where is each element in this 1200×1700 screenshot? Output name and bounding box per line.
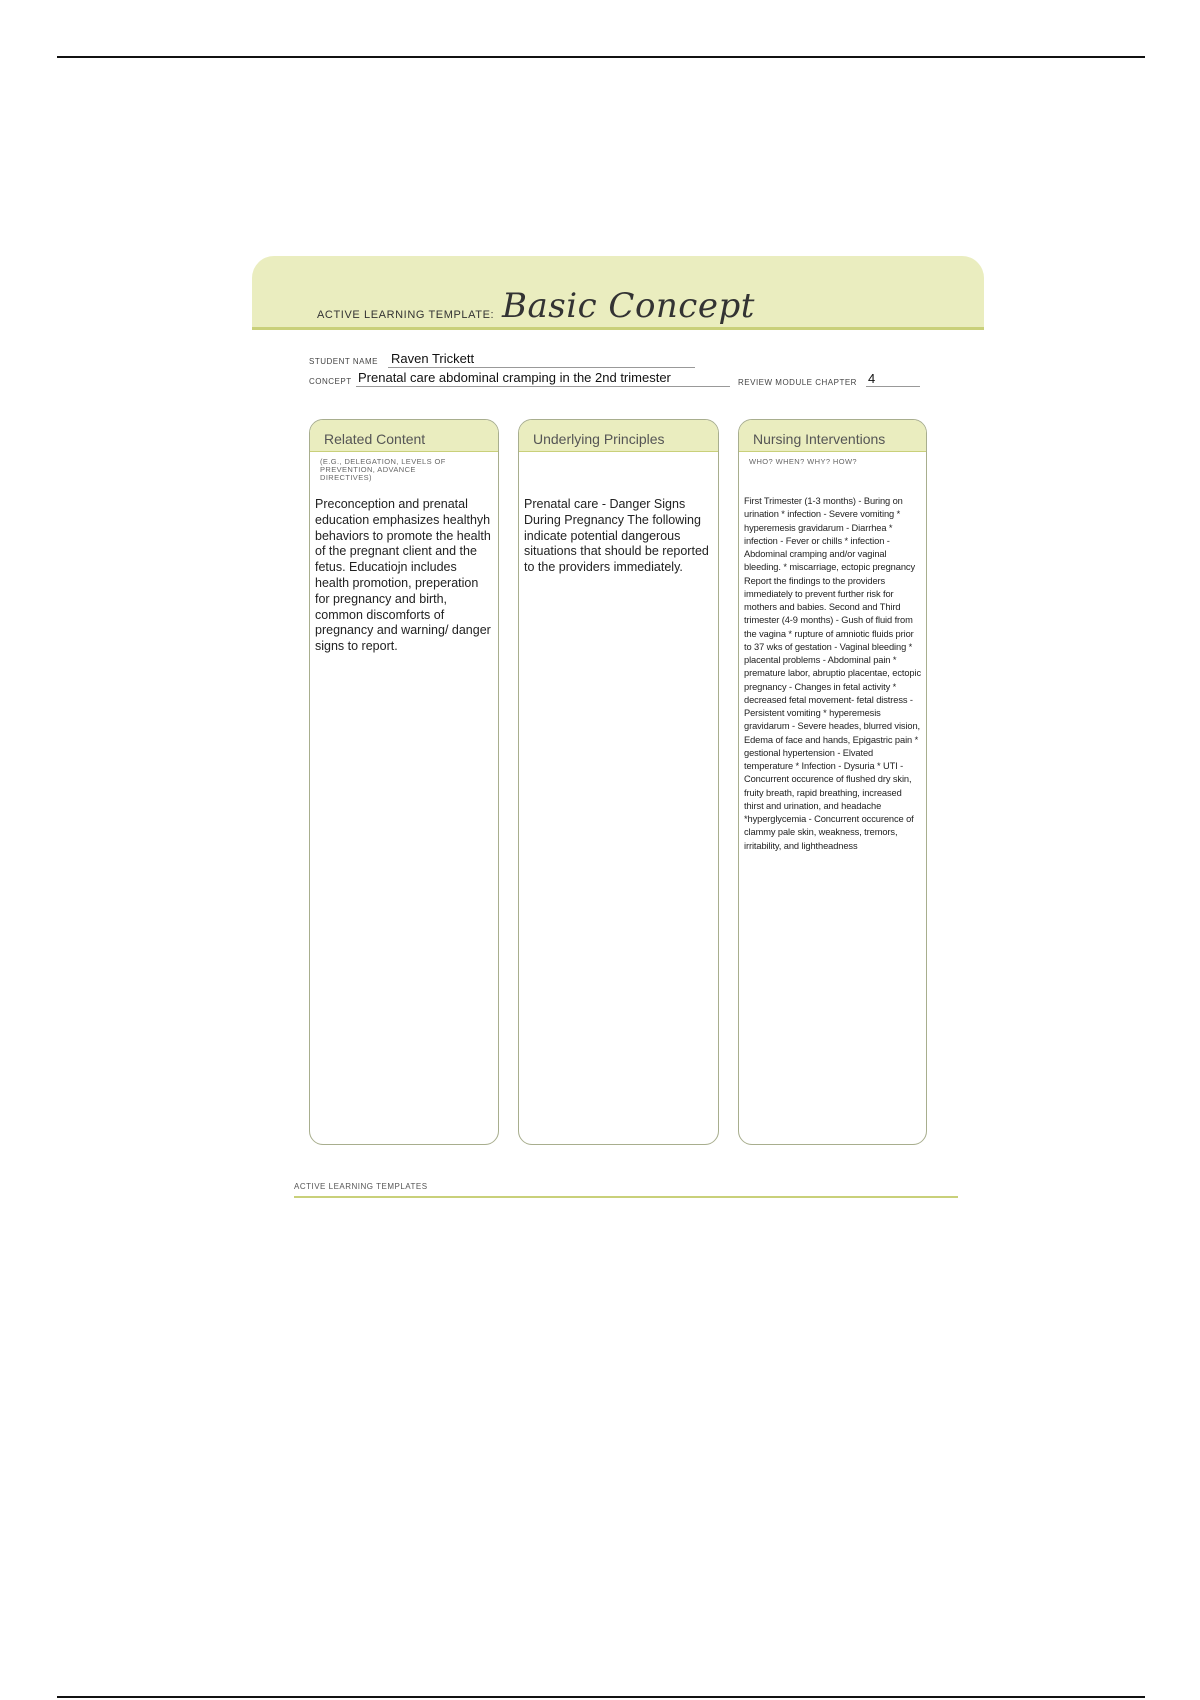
page-top-rule — [57, 56, 1145, 58]
student-name-value: Raven Trickett — [391, 351, 475, 366]
concept-value: Prenatal care abdominal cramping in the 2nd trimester — [358, 370, 671, 385]
template-title: Basic Concept — [502, 286, 755, 326]
template-prefix: ACTIVE LEARNING TEMPLATE: — [317, 309, 495, 321]
underlying-principles-box — [518, 419, 719, 1145]
review-module-value: 4 — [868, 371, 876, 386]
footer-label: ACTIVE LEARNING TEMPLATES — [294, 1182, 428, 1191]
concept-line — [356, 386, 730, 387]
student-name-label: STUDENT NAME — [309, 357, 378, 366]
template-banner — [252, 256, 984, 330]
footer-rule — [294, 1196, 958, 1198]
review-module-label: REVIEW MODULE CHAPTER — [738, 378, 857, 387]
template-sheet — [252, 256, 984, 1206]
underlying-principles-text: Prenatal care - Danger Signs During Pregnancy The following indicate potential dangerous situations that should be reported to the providers immediately. — [524, 497, 709, 575]
nursing-interventions-text: First Trimester (1-3 months) - Buring on urination * infection - Severe vomiting * hyperemesis gravidarum - Diarrhea * infection - Fever or chills * infection - Abdominal cramping and/or vaginal bleeding. * miscarriage, ectopic pregnancy Report the findings to the providers immediately to prevent further risk for mothers and babies. Second and Third trimester (4-9 months) - Gush of fluid from the vagina * rupture of amniotic fluids prior to 37 wks of gestation - Vaginal bleeding * placental problems - Abdominal pain * premature labor, abruptio placentae, ectopic pregnancy - Changes in fetal activity * decreased fetal movement- fetal distress - Persistent vomiting * hyperemesis gravidarum - Severe heades, blurred vision, Edema of face and hands, Epigastric pain * gestional hypertension - Elvated temperature * Infection - Dysuria * UTI - Concurrent occurence of flushed dry skin, fruity breath, rapid breathing, increased thirst and urination, and headache *hyperglycemia - Concurrent occurence of clammy pale skin, weakness, tremors, irritability, and lightheadness — [744, 496, 922, 851]
related-content-subtitle: (E.G., DELEGATION, LEVELS OF PREVENTION, ADVANCE DIRECTIVES) — [320, 457, 446, 482]
nursing-interventions-box — [738, 419, 927, 1145]
related-content-box — [309, 419, 499, 1145]
underlying-principles-title: Underlying Principles — [533, 431, 665, 447]
review-module-line — [866, 386, 920, 387]
nursing-interventions-subtitle: WHO? WHEN? WHY? HOW? — [749, 457, 858, 466]
related-content-text: Preconception and prenatal education emphasizes healthyh behaviors to promote the health of the pregnant client and the fetus. Educatiojn includes health promotion, preperation for pregnancy and birth, common discomforts of pregnancy and warning/ danger signs to report. — [315, 497, 491, 654]
nursing-interventions-title: Nursing Interventions — [753, 431, 886, 447]
student-name-line — [388, 367, 695, 368]
concept-label: CONCEPT — [309, 377, 352, 386]
page-bottom-rule — [57, 1696, 1145, 1698]
related-content-title: Related Content — [324, 431, 426, 447]
